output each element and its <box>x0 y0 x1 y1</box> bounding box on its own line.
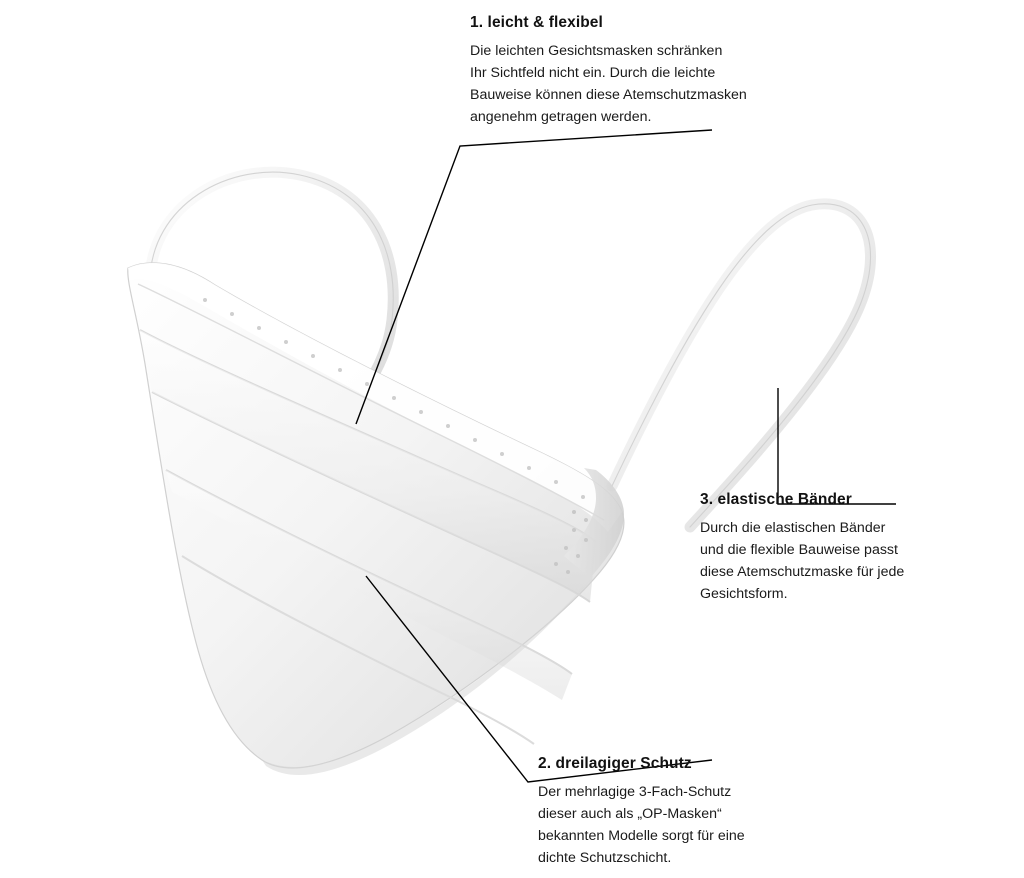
leader-line-2 <box>366 576 712 782</box>
callout-3-line-4: Gesichtsform. <box>700 585 788 602</box>
callout-dreilagiger-schutz <box>538 755 838 869</box>
callout-3-line-3: diese Atemschutzmaske für jede <box>700 563 905 580</box>
callout-1-line-1: Die leichten Gesichtsmasken schränken <box>470 42 723 59</box>
callout-3-body <box>700 517 950 605</box>
callout-1-line-2: Ihr Sichtfeld nicht ein. Durch die leichte <box>470 64 716 81</box>
callout-1-title: 1. leicht & flexibel <box>470 14 603 31</box>
callout-1-body <box>470 40 770 128</box>
callout-leicht-flexibel <box>470 14 770 128</box>
callout-3-line-1: Durch die elastischen Bänder <box>700 519 886 536</box>
callout-elastische-baender <box>700 491 950 605</box>
callout-2-title: 2. dreilagiger Schutz <box>538 755 692 772</box>
callout-1-line-4: angenehm getragen werden. <box>470 108 652 125</box>
callout-3-line-2: und die flexible Bauweise passt <box>700 541 898 558</box>
callout-2-body <box>538 781 838 869</box>
callout-2-line-3: bekannten Modelle sorgt für eine <box>538 827 745 844</box>
callout-1-line-3: Bauweise können diese Atemschutzmasken <box>470 86 747 103</box>
callout-3-title: 3. elastische Bänder <box>700 491 852 508</box>
callout-2-line-1: Der mehrlagige 3-Fach-Schutz <box>538 783 732 800</box>
leader-line-1 <box>356 130 712 424</box>
leader-line-3 <box>778 388 896 504</box>
callout-2-line-2: dieser auch als „OP-Masken“ <box>538 805 722 822</box>
callout-2-line-4: dichte Schutzschicht. <box>538 849 672 866</box>
